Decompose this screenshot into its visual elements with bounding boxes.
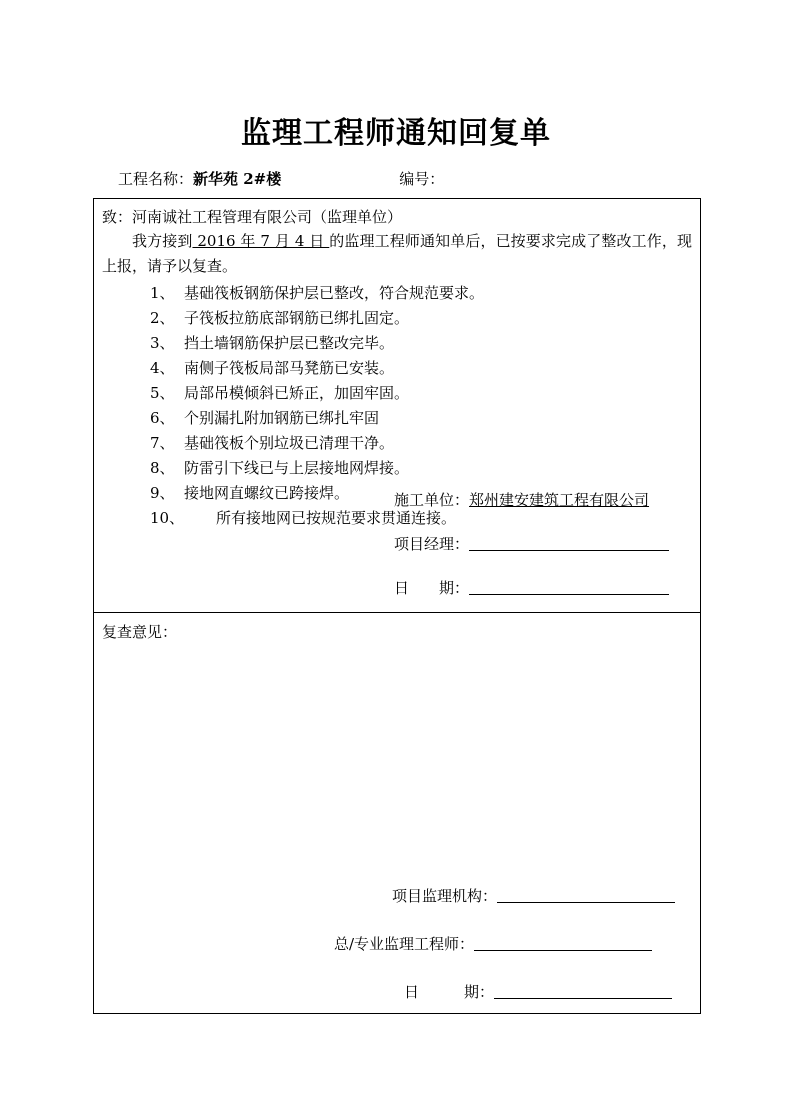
list-item <box>102 456 692 481</box>
list-item-text: 南侧子筏板局部马凳筋已安装。 <box>184 359 395 377</box>
list-item <box>102 281 692 306</box>
list-item <box>102 431 692 456</box>
list-item-index: 5、 <box>150 384 175 402</box>
list-item-index: 3、 <box>150 334 175 352</box>
list-item-text: 接地网直螺纹已跨接焊。 <box>184 484 350 502</box>
notice-date-value: 2016 年 7 月 4 日 <box>192 232 330 250</box>
supervision-org-line <box>334 887 694 905</box>
list-item <box>102 306 692 331</box>
list-item <box>102 356 692 381</box>
supervising-engineer-label: 总/专业监理工程师： <box>334 935 475 953</box>
project-name-label: 工程名称： <box>118 170 194 188</box>
list-item-text: 基础筏板钢筋保护层已整改，符合规范要求。 <box>184 284 485 302</box>
supervision-org-label: 项目监理机构： <box>392 887 498 905</box>
list-item-index: 6、 <box>150 409 175 427</box>
contractor-date-label: 日 期： <box>394 579 470 597</box>
document-number-label: 编号： <box>399 170 445 188</box>
project-manager-line <box>394 535 694 553</box>
contractor-unit-value: 郑州建安建筑工程有限公司 <box>469 491 650 509</box>
reply-paragraph <box>102 229 692 279</box>
list-item-index: 7、 <box>150 434 175 452</box>
page-title: 监理工程师通知回复单 <box>241 116 551 151</box>
review-date-field[interactable] <box>494 984 672 999</box>
paragraph-prefix: 我方接到 <box>132 232 193 250</box>
contractor-unit-line <box>394 491 694 509</box>
review-date-label: 日 期： <box>404 983 495 1001</box>
list-item-index: 1、 <box>150 284 175 302</box>
contractor-date-line <box>394 579 694 597</box>
project-name-value: 新华苑 2#楼 <box>193 170 282 188</box>
supervising-engineer-line <box>334 935 694 953</box>
form-table <box>93 198 701 1014</box>
list-item-text: 挡土墙钢筋保护层已整改完毕。 <box>184 334 395 352</box>
list-item-text: 基础筏板个别垃圾已清理干净。 <box>184 434 395 452</box>
list-item <box>102 381 692 406</box>
list-item-text: 防雷引下线已与上层接地网焊接。 <box>184 459 410 477</box>
supervisor-signature-block <box>334 887 694 1001</box>
list-item-index: 10、 <box>150 509 185 527</box>
list-item-index: 4、 <box>150 359 175 377</box>
project-manager-field[interactable] <box>469 536 669 551</box>
paragraph-suffix: 的监理工程师通知单后，已按要求完成了整改工作，现上报，请予以复查。 <box>102 232 692 275</box>
list-item-index: 8、 <box>150 459 175 477</box>
list-item-index: 2、 <box>150 309 175 327</box>
contractor-signature-block <box>394 491 694 597</box>
contractor-unit-label: 施工单位： <box>394 491 470 509</box>
supervising-engineer-field[interactable] <box>474 936 652 951</box>
addressee-line: 致：河南诚社工程管理有限公司（监理单位） <box>102 208 403 226</box>
list-item-text: 所有接地网已按规范要求贯通连接。 <box>216 509 457 527</box>
supervision-org-field[interactable] <box>497 888 675 903</box>
list-item-text: 个别漏扎附加钢筋已绑扎牢固 <box>184 409 380 427</box>
contractor-date-field[interactable] <box>469 580 669 595</box>
list-item-index: 9、 <box>150 484 175 502</box>
project-manager-label: 项目经理： <box>394 535 470 553</box>
reply-content-cell <box>94 199 700 613</box>
review-date-line <box>334 983 694 1001</box>
list-item-text: 子筏板拉筋底部钢筋已绑扎固定。 <box>184 309 410 327</box>
list-item-text: 局部吊模倾斜已矫正，加固牢固。 <box>184 384 410 402</box>
list-item <box>102 406 692 431</box>
review-opinion-label: 复查意见： <box>102 623 178 641</box>
review-opinion-cell <box>94 613 700 1013</box>
list-item <box>102 331 692 356</box>
header-row <box>118 168 718 189</box>
